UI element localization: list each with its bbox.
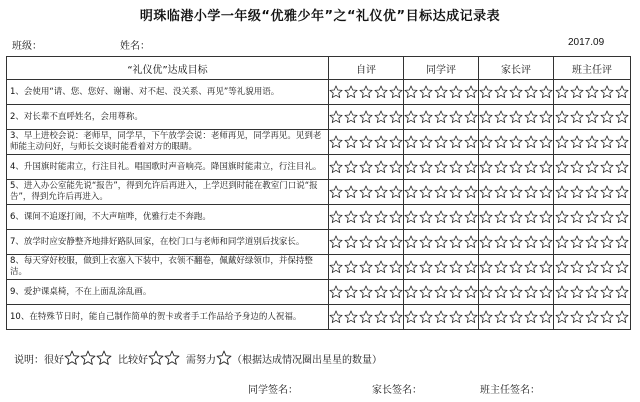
table-row [7,180,631,205]
legend-good: 很好 [44,354,64,366]
goal-text: 10、在特殊节日时，能自己制作简单的贺卡或者手工作品给予身边的人祝福。 [7,305,329,330]
star-outline-icon[interactable] [509,310,523,324]
star-outline-icon[interactable] [615,185,629,199]
star-outline-icon[interactable] [524,260,538,274]
table-row [7,205,631,230]
star-outline-icon[interactable] [494,210,508,224]
star-outline-icon[interactable] [389,185,403,199]
star-outline-icon [64,350,80,366]
star-outline-icon[interactable] [464,110,478,124]
date-label: 2017.09 [568,37,605,48]
rating-cell-peer [404,155,479,180]
star-outline-icon [96,350,112,366]
star-outline-icon[interactable] [524,185,538,199]
star-outline-icon[interactable] [539,160,553,174]
star-outline-icon[interactable] [449,210,463,224]
star-outline-icon[interactable] [615,110,629,124]
parent-signature-label: 家长签名： [372,385,422,396]
rating-cell-self [329,280,404,305]
star-outline-icon[interactable] [524,210,538,224]
star-outline-icon[interactable] [434,210,448,224]
star-outline-icon[interactable] [464,260,478,274]
star-outline-icon[interactable] [329,235,343,249]
rating-cell-parent [479,130,554,155]
star-outline-icon[interactable] [585,185,599,199]
star-outline-icon[interactable] [404,160,418,174]
star-outline-icon[interactable] [509,210,523,224]
rating-cell-parent [479,155,554,180]
rating-cell-parent [479,230,554,255]
star-outline-icon[interactable] [555,285,569,299]
star-outline-icon[interactable] [449,85,463,99]
star-outline-icon [216,350,232,366]
star-outline-icon[interactable] [449,310,463,324]
star-outline-icon[interactable] [359,210,373,224]
table-row [7,280,631,305]
star-outline-icon[interactable] [600,85,614,99]
star-outline-icon[interactable] [600,285,614,299]
star-outline-icon[interactable] [374,210,388,224]
star-outline-icon[interactable] [374,235,388,249]
star-outline-icon[interactable] [359,160,373,174]
star-outline-icon[interactable] [389,210,403,224]
star-outline-icon[interactable] [615,210,629,224]
star-outline-icon[interactable] [434,260,448,274]
rating-cell-peer [404,80,479,105]
star-outline-icon[interactable] [615,235,629,249]
star-outline-icon[interactable] [434,185,448,199]
star-outline-icon[interactable] [419,185,433,199]
star-outline-icon[interactable] [419,160,433,174]
star-outline-icon[interactable] [404,285,418,299]
star-outline-icon[interactable] [570,135,584,149]
star-outline-icon[interactable] [374,85,388,99]
star-outline-icon[interactable] [344,260,358,274]
rating-cell-parent [479,255,554,280]
rating-cell-self [329,80,404,105]
star-outline-icon[interactable] [404,260,418,274]
star-outline-icon[interactable] [494,160,508,174]
star-outline-icon[interactable] [389,310,403,324]
star-outline-icon[interactable] [539,235,553,249]
star-outline-icon[interactable] [359,285,373,299]
star-outline-icon[interactable] [359,110,373,124]
star-outline-icon[interactable] [374,110,388,124]
star-outline-icon[interactable] [329,210,343,224]
star-outline-icon[interactable] [374,285,388,299]
star-outline-icon[interactable] [479,260,493,274]
star-outline-icon[interactable] [449,110,463,124]
star-outline-icon[interactable] [509,260,523,274]
rating-cell-parent [479,180,554,205]
star-outline-icon[interactable] [389,235,403,249]
rating-cell-teacher [554,155,631,180]
star-outline-icon[interactable] [449,235,463,249]
star-outline-icon[interactable] [494,260,508,274]
star-outline-icon[interactable] [344,160,358,174]
star-outline-icon[interactable] [539,285,553,299]
table-row [7,80,631,105]
star-outline-icon[interactable] [389,135,403,149]
star-outline-icon[interactable] [570,310,584,324]
star-outline-icon[interactable] [359,185,373,199]
star-outline-icon[interactable] [329,310,343,324]
star-outline-icon[interactable] [464,185,478,199]
star-outline-icon[interactable] [524,110,538,124]
star-outline-icon[interactable] [344,185,358,199]
star-outline-icon[interactable] [585,260,599,274]
star-outline-icon[interactable] [539,110,553,124]
star-outline-icon[interactable] [494,310,508,324]
header-self: 自评 [329,57,404,80]
star-outline-icon[interactable] [389,260,403,274]
star-outline-icon[interactable] [509,110,523,124]
table-row [7,155,631,180]
goal-text: 9、爱护课桌椅，不在上面乱涂乱画。 [7,280,329,305]
teacher-signature-label: 班主任签名： [480,385,540,396]
rating-cell-parent [479,205,554,230]
star-outline-icon[interactable] [524,160,538,174]
record-table [6,56,631,330]
star-outline-icon[interactable] [344,135,358,149]
rating-cell-peer [404,305,479,330]
table-row [7,105,631,130]
star-outline-icon[interactable] [615,310,629,324]
star-outline-icon[interactable] [539,310,553,324]
rating-cell-teacher [554,205,631,230]
star-outline-icon[interactable] [539,85,553,99]
star-outline-icon[interactable] [524,85,538,99]
star-outline-icon[interactable] [449,185,463,199]
rating-cell-teacher [554,230,631,255]
star-outline-icon[interactable] [374,160,388,174]
goal-text: 5、进入办公室能先说“报告”，得到允许后再进入，上学迟到时能在教室门口说“报告”，得到允许后再进入。 [7,180,329,205]
goal-text: 4、升国旗时能肃立，行注目礼。唱国歌时声音响亮。降国旗时能肃立，行注目礼。 [7,155,329,180]
rating-cell-teacher [554,80,631,105]
star-outline-icon[interactable] [404,210,418,224]
star-outline-icon [148,350,164,366]
star-outline-icon[interactable] [585,135,599,149]
star-outline-icon[interactable] [615,285,629,299]
star-outline-icon[interactable] [329,160,343,174]
rating-cell-peer [404,105,479,130]
goal-text: 8、每天穿好校服，做到上衣塞入下装中，衣领不翻卷，佩戴好绿领巾，并保持整洁。 [7,255,329,280]
star-outline-icon[interactable] [359,235,373,249]
goal-text: 7、放学时应安静整齐地排好路队回家，在校门口与老师和同学道别后找家长。 [7,230,329,255]
star-outline-icon[interactable] [570,210,584,224]
legend [14,350,382,366]
rating-cell-teacher [554,105,631,130]
table-row [7,255,631,280]
star-outline-icon[interactable] [555,135,569,149]
rating-cell-self [329,180,404,205]
star-outline-icon [80,350,96,366]
table-header-row [7,57,631,80]
rating-cell-self [329,255,404,280]
star-outline-icon[interactable] [464,135,478,149]
star-outline-icon[interactable] [419,135,433,149]
header-goal: “礼仪优”达成目标 [7,57,329,80]
star-outline-icon[interactable] [615,135,629,149]
star-outline-icon[interactable] [615,85,629,99]
star-outline-icon[interactable] [329,185,343,199]
star-outline-icon[interactable] [509,85,523,99]
star-outline-icon[interactable] [555,310,569,324]
star-outline-icon[interactable] [479,135,493,149]
star-outline-icon[interactable] [555,260,569,274]
star-outline-icon[interactable] [479,310,493,324]
rating-cell-peer [404,255,479,280]
star-outline-icon[interactable] [570,185,584,199]
star-outline-icon[interactable] [494,85,508,99]
star-outline-icon[interactable] [585,210,599,224]
star-outline-icon[interactable] [509,235,523,249]
star-outline-icon[interactable] [600,310,614,324]
star-outline-icon[interactable] [539,260,553,274]
rating-cell-self [329,105,404,130]
goal-text: 3、早上进校会说：老师早，同学早，下午放学会说：老师再见，同学再见。见到老师能主动问好，与师长交谈时能看着对方的眼睛。 [7,130,329,155]
star-outline-icon[interactable] [494,185,508,199]
rating-cell-self [329,155,404,180]
star-outline-icon[interactable] [524,285,538,299]
star-outline-icon[interactable] [464,235,478,249]
legend-intro: 说明： [14,354,44,366]
star-outline-icon[interactable] [404,310,418,324]
rating-cell-teacher [554,280,631,305]
star-outline-icon[interactable] [359,85,373,99]
star-outline-icon[interactable] [374,185,388,199]
rating-cell-self [329,305,404,330]
star-outline-icon[interactable] [434,85,448,99]
rating-cell-teacher [554,305,631,330]
star-outline-icon[interactable] [555,160,569,174]
star-outline-icon[interactable] [479,110,493,124]
rating-cell-parent [479,80,554,105]
star-outline-icon[interactable] [600,210,614,224]
star-outline-icon[interactable] [359,135,373,149]
star-outline-icon[interactable] [479,210,493,224]
star-outline-icon[interactable] [434,285,448,299]
star-outline-icon[interactable] [555,110,569,124]
rating-cell-peer [404,205,479,230]
star-outline-icon[interactable] [329,285,343,299]
star-outline-icon[interactable] [449,135,463,149]
star-outline-icon[interactable] [600,185,614,199]
star-outline-icon[interactable] [570,160,584,174]
rating-cell-peer [404,180,479,205]
star-outline-icon[interactable] [479,185,493,199]
star-outline-icon[interactable] [615,160,629,174]
star-outline-icon[interactable] [509,185,523,199]
star-outline-icon[interactable] [509,285,523,299]
legend-improve: 需努力 [186,354,216,366]
star-outline-icon[interactable] [464,210,478,224]
legend-ok-stars [148,350,180,366]
star-outline-icon[interactable] [464,85,478,99]
star-outline-icon[interactable] [344,85,358,99]
header-parent: 家长评 [479,57,554,80]
legend-good-stars [64,350,112,366]
star-outline-icon[interactable] [570,260,584,274]
goal-text: 6、课间不追逐打闹，不大声喧哗，优雅行走不奔跑。 [7,205,329,230]
goal-text: 1、会使用“请、您、您好、谢谢、对不起、没关系、再见”等礼貌用语。 [7,80,329,105]
star-outline-icon[interactable] [374,260,388,274]
star-outline-icon[interactable] [449,285,463,299]
star-outline-icon [164,350,180,366]
star-outline-icon[interactable] [479,235,493,249]
legend-note: （根据达成情况圈出星星的数量） [232,354,382,366]
star-outline-icon[interactable] [359,260,373,274]
star-outline-icon[interactable] [539,185,553,199]
star-outline-icon[interactable] [494,110,508,124]
star-outline-icon[interactable] [419,285,433,299]
star-outline-icon[interactable] [359,310,373,324]
star-outline-icon[interactable] [419,235,433,249]
star-outline-icon[interactable] [404,185,418,199]
star-outline-icon[interactable] [344,235,358,249]
rating-cell-parent [479,280,554,305]
table-row [7,230,631,255]
star-outline-icon[interactable] [329,260,343,274]
star-outline-icon[interactable] [374,310,388,324]
star-outline-icon[interactable] [509,135,523,149]
star-outline-icon[interactable] [434,310,448,324]
star-outline-icon[interactable] [464,285,478,299]
star-outline-icon[interactable] [555,210,569,224]
star-outline-icon[interactable] [344,310,358,324]
star-outline-icon[interactable] [539,135,553,149]
star-outline-icon[interactable] [570,110,584,124]
rating-cell-self [329,205,404,230]
class-label: 班级： [12,41,42,52]
star-outline-icon[interactable] [585,235,599,249]
star-outline-icon[interactable] [464,310,478,324]
star-outline-icon[interactable] [509,160,523,174]
star-outline-icon[interactable] [344,210,358,224]
star-outline-icon[interactable] [600,160,614,174]
header-peer: 同学评 [404,57,479,80]
star-outline-icon[interactable] [494,135,508,149]
star-outline-icon[interactable] [419,110,433,124]
star-outline-icon[interactable] [570,235,584,249]
star-outline-icon[interactable] [494,285,508,299]
star-outline-icon[interactable] [570,285,584,299]
peer-signature-label: 同学签名： [248,385,298,396]
star-outline-icon[interactable] [404,85,418,99]
star-outline-icon[interactable] [600,135,614,149]
star-outline-icon[interactable] [434,135,448,149]
rating-cell-peer [404,230,479,255]
star-outline-icon[interactable] [585,310,599,324]
star-outline-icon[interactable] [389,110,403,124]
star-outline-icon[interactable] [419,260,433,274]
rating-cell-peer [404,280,479,305]
star-outline-icon[interactable] [494,235,508,249]
star-outline-icon[interactable] [419,85,433,99]
header-teacher: 班主任评 [554,57,631,80]
star-outline-icon[interactable] [449,160,463,174]
star-outline-icon[interactable] [419,210,433,224]
rating-cell-teacher [554,255,631,280]
star-outline-icon[interactable] [404,135,418,149]
page-title: 明珠临港小学一年级“优雅少年”之“礼仪优”目标达成记录表 [139,9,501,24]
star-outline-icon[interactable] [555,85,569,99]
name-label: 姓名： [120,41,150,52]
star-outline-icon[interactable] [434,160,448,174]
rating-cell-teacher [554,130,631,155]
legend-improve-stars [216,350,232,366]
star-outline-icon[interactable] [524,135,538,149]
star-outline-icon[interactable] [404,110,418,124]
star-outline-icon[interactable] [389,85,403,99]
star-outline-icon[interactable] [464,160,478,174]
rating-cell-self [329,130,404,155]
legend-ok: 比较好 [118,354,148,366]
star-outline-icon[interactable] [344,285,358,299]
table-row [7,130,631,155]
star-outline-icon[interactable] [329,135,343,149]
rating-cell-parent [479,105,554,130]
star-outline-icon[interactable] [329,110,343,124]
star-outline-icon[interactable] [479,160,493,174]
star-outline-icon[interactable] [374,135,388,149]
star-outline-icon[interactable] [434,235,448,249]
table-row [7,305,631,330]
star-outline-icon[interactable] [389,285,403,299]
star-outline-icon[interactable] [434,110,448,124]
rating-cell-self [329,230,404,255]
star-outline-icon[interactable] [479,85,493,99]
star-outline-icon[interactable] [539,210,553,224]
star-outline-icon[interactable] [329,85,343,99]
star-outline-icon[interactable] [404,235,418,249]
rating-cell-teacher [554,180,631,205]
star-outline-icon[interactable] [570,85,584,99]
star-outline-icon[interactable] [555,235,569,249]
star-outline-icon[interactable] [585,85,599,99]
star-outline-icon[interactable] [524,235,538,249]
star-outline-icon[interactable] [600,110,614,124]
star-outline-icon[interactable] [600,235,614,249]
star-outline-icon[interactable] [585,110,599,124]
star-outline-icon[interactable] [344,110,358,124]
star-outline-icon[interactable] [585,285,599,299]
star-outline-icon[interactable] [600,260,614,274]
star-outline-icon[interactable] [585,160,599,174]
rating-cell-peer [404,130,479,155]
star-outline-icon[interactable] [389,160,403,174]
star-outline-icon[interactable] [555,185,569,199]
star-outline-icon[interactable] [479,285,493,299]
star-outline-icon[interactable] [419,310,433,324]
rating-cell-parent [479,305,554,330]
goal-text: 2、对长辈不直呼姓名，会用尊称。 [7,105,329,130]
star-outline-icon[interactable] [524,310,538,324]
star-outline-icon[interactable] [449,260,463,274]
star-outline-icon[interactable] [615,260,629,274]
